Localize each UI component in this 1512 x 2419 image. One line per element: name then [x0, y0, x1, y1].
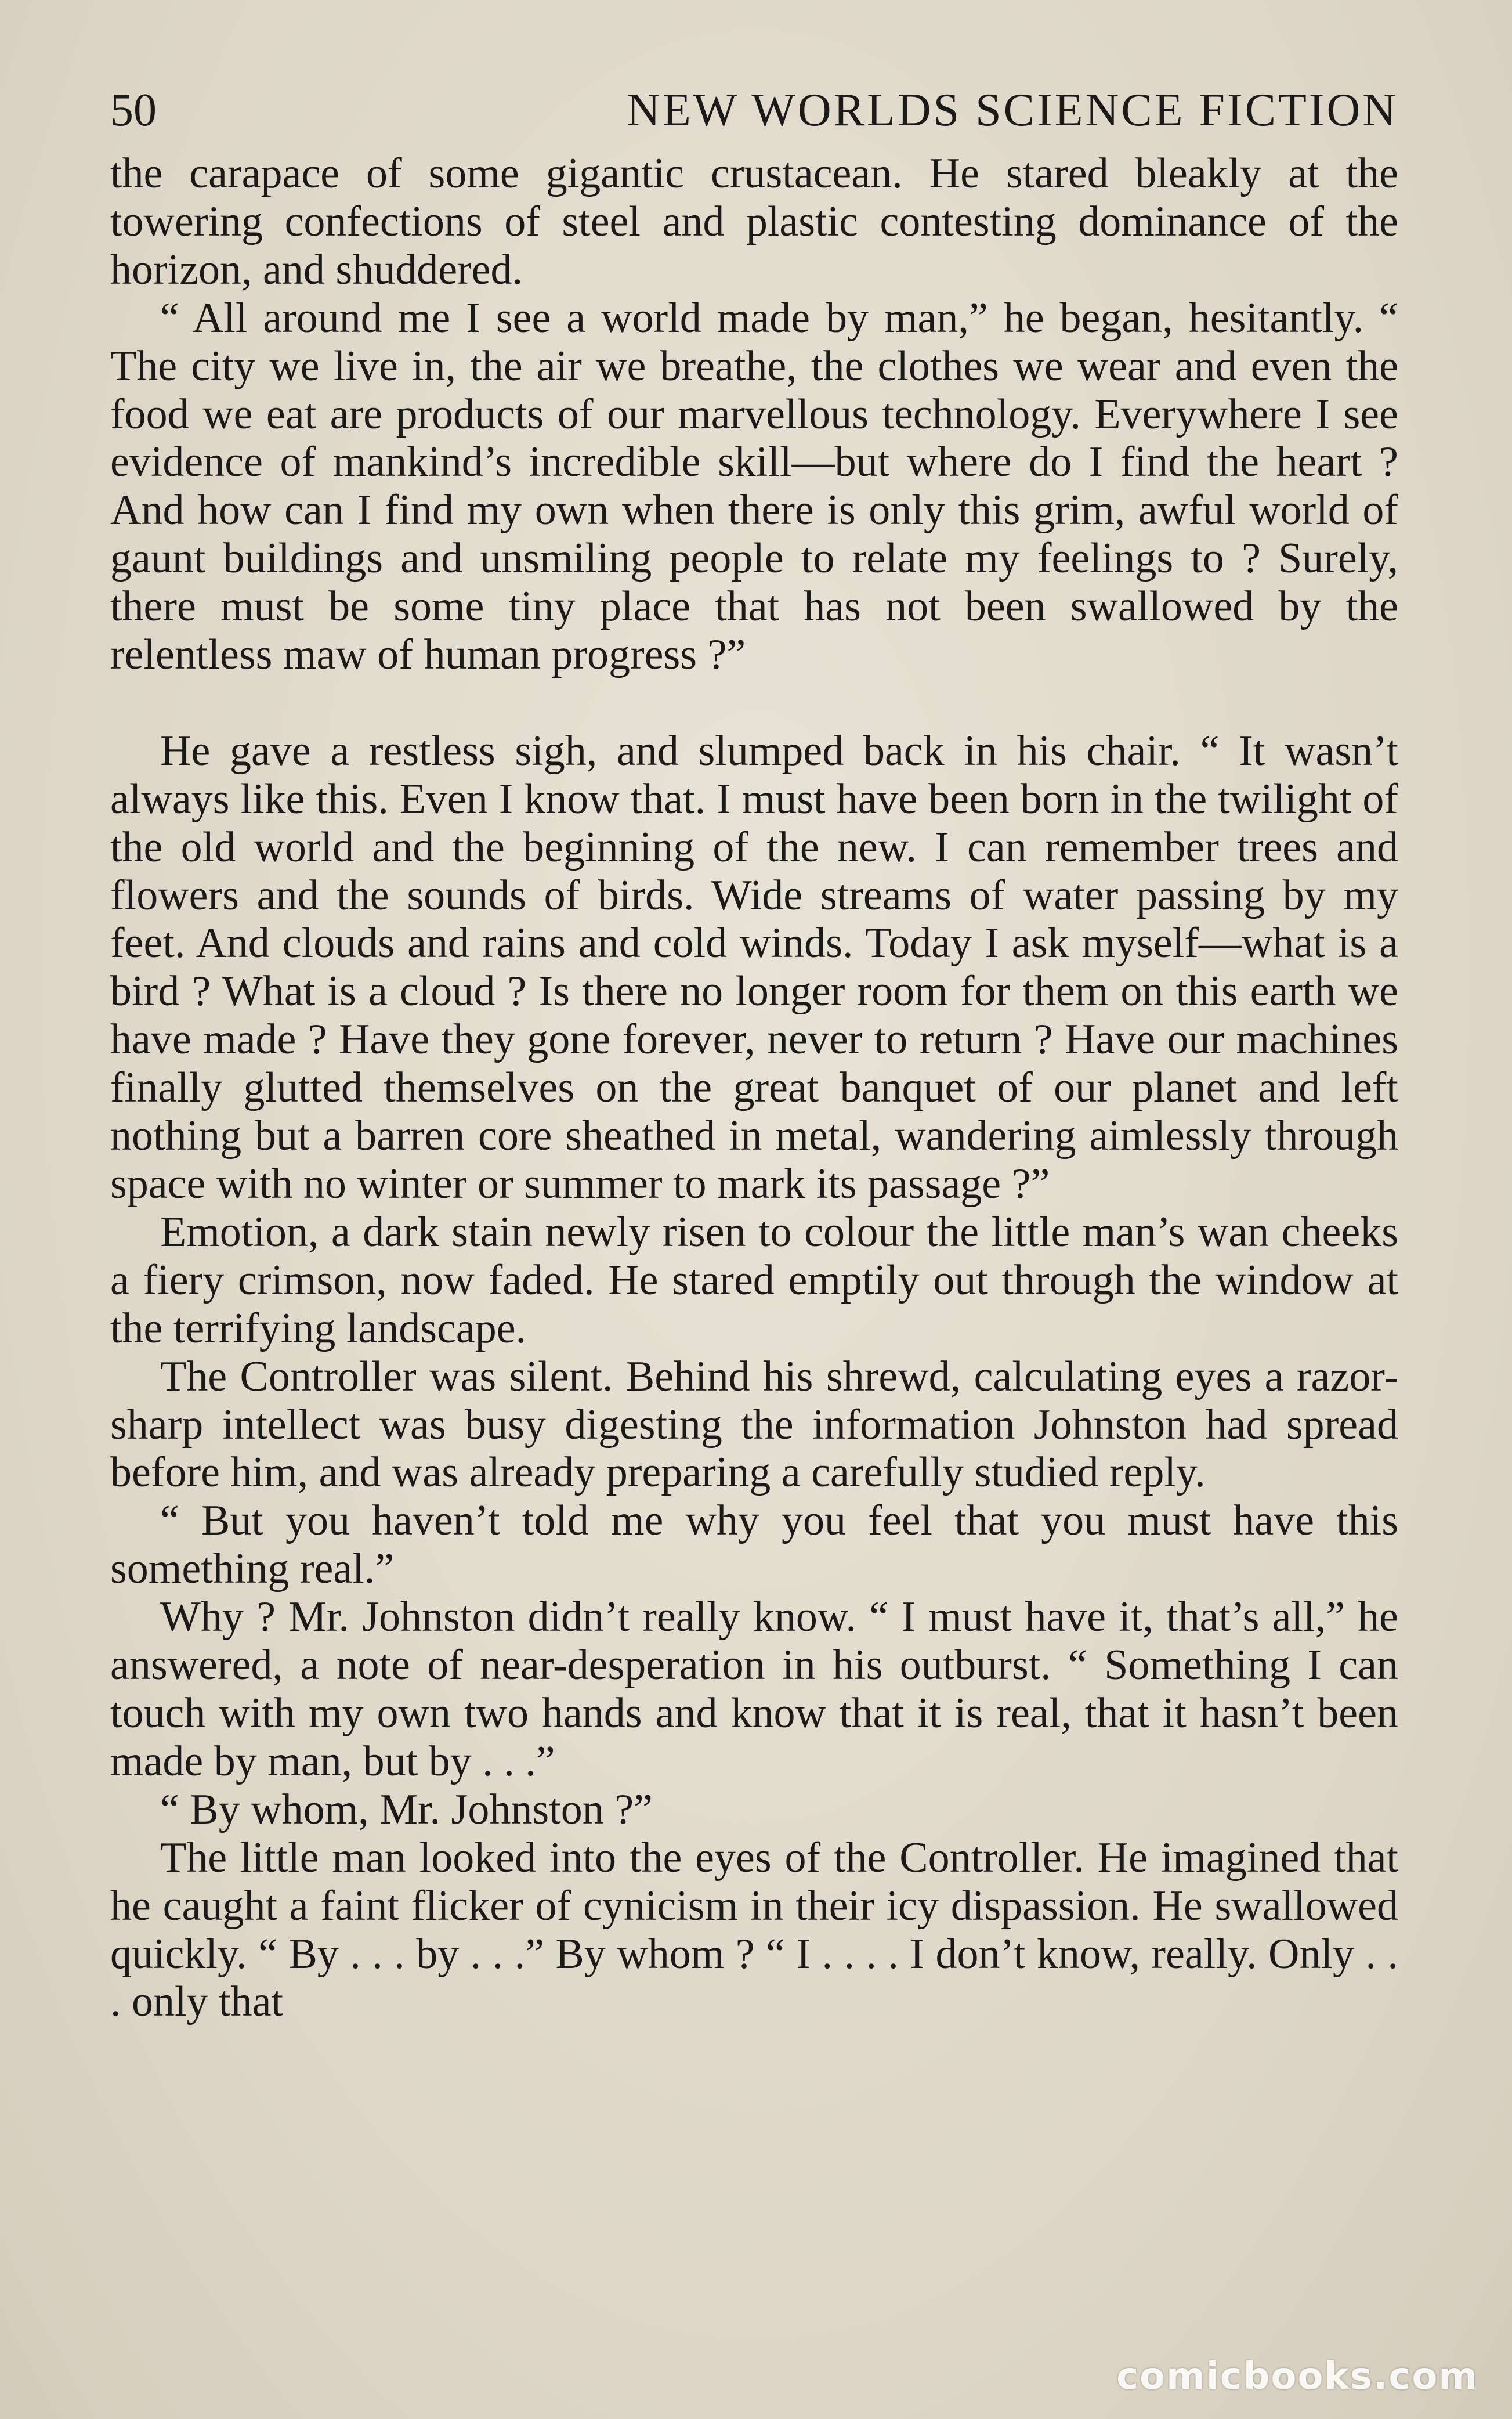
- page-number: 50: [110, 85, 157, 136]
- paragraph: “ But you haven’t told me why you feel that you must have this something real.”: [110, 1497, 1398, 1593]
- magazine-title: NEW WORLDS SCIENCE FICTION: [627, 85, 1398, 136]
- paragraph: Why ? Mr. Johnston didn’t really know. “ I must have it, that’s all,” he answered, a note of near-desperation in his outburst. “ Something I can touch with my own two hands and know that it is real, that it hasn’t been made by man, but by . . .”: [110, 1593, 1398, 1785]
- paragraph: The little man looked into the eyes of the Controller. He imagined that he caught a faint flicker of cynicism in their icy dispassion. He swallowed quickly. “ By . . . by . . .” By whom ? “ I . . . . I don’t know, really. Only . . . only that: [110, 1833, 1398, 2026]
- paragraph: “ By whom, Mr. Johnston ?”: [160, 1785, 653, 1833]
- watermark: comicbooks.com: [1116, 2355, 1478, 2398]
- body-text: [110, 150, 1398, 2026]
- paragraph: the carapace of some gigantic crustacean. He stared bleakly at the towering confections of steel and plastic contesting dominance of the horizon, and shuddered.: [110, 150, 1398, 294]
- running-head: [110, 81, 1398, 139]
- paragraph: “ All around me I see a world made by man,” he began, hesitantly. “ The city we live in, the air we breathe, the clothes we wear and even the food we eat are products of our marvellous technology. Everywhere I see evidence of mankind’s incredible skill—but where do I find the heart ? And how can I find my own when there is only this grim, awful world of gaunt buildings and unsmiling people to relate my feelings to ? Surely, there must be some tiny place that has not been swallowed by the relentless maw of human progress ?”: [110, 294, 1398, 679]
- paragraph: The Controller was silent. Behind his shrewd, calculating eyes a razor-sharp intellect was busy digesting the information Johnston had spread before him, and was already preparing a carefully studied reply.: [110, 1352, 1398, 1497]
- paragraph: Emotion, a dark stain newly risen to colour the little man’s wan cheeks a fiery crimson, now faded. He stared emptily out through the window at the terrifying landscape.: [110, 1208, 1398, 1352]
- paragraph: He gave a restless sigh, and slumped back in his chair. “ It wasn’t always like this. Even I know that. I must have been born in the twilight of the old world and the beginning of the new. I can remember trees and flowers and the sounds of birds. Wide streams of water passing by my feet. And clouds and rains and cold winds. Today I ask myself—what is a bird ? What is a cloud ? Is there no longer room for them on this earth we have made ? Have they gone forever, never to return ? Have our machines finally glutted themselves on the great banquet of our planet and left nothing but a barren core sheathed in metal, wandering aimlessly through space with no winter or summer to mark its passage ?”: [110, 727, 1398, 1208]
- book-page: [110, 81, 1398, 2026]
